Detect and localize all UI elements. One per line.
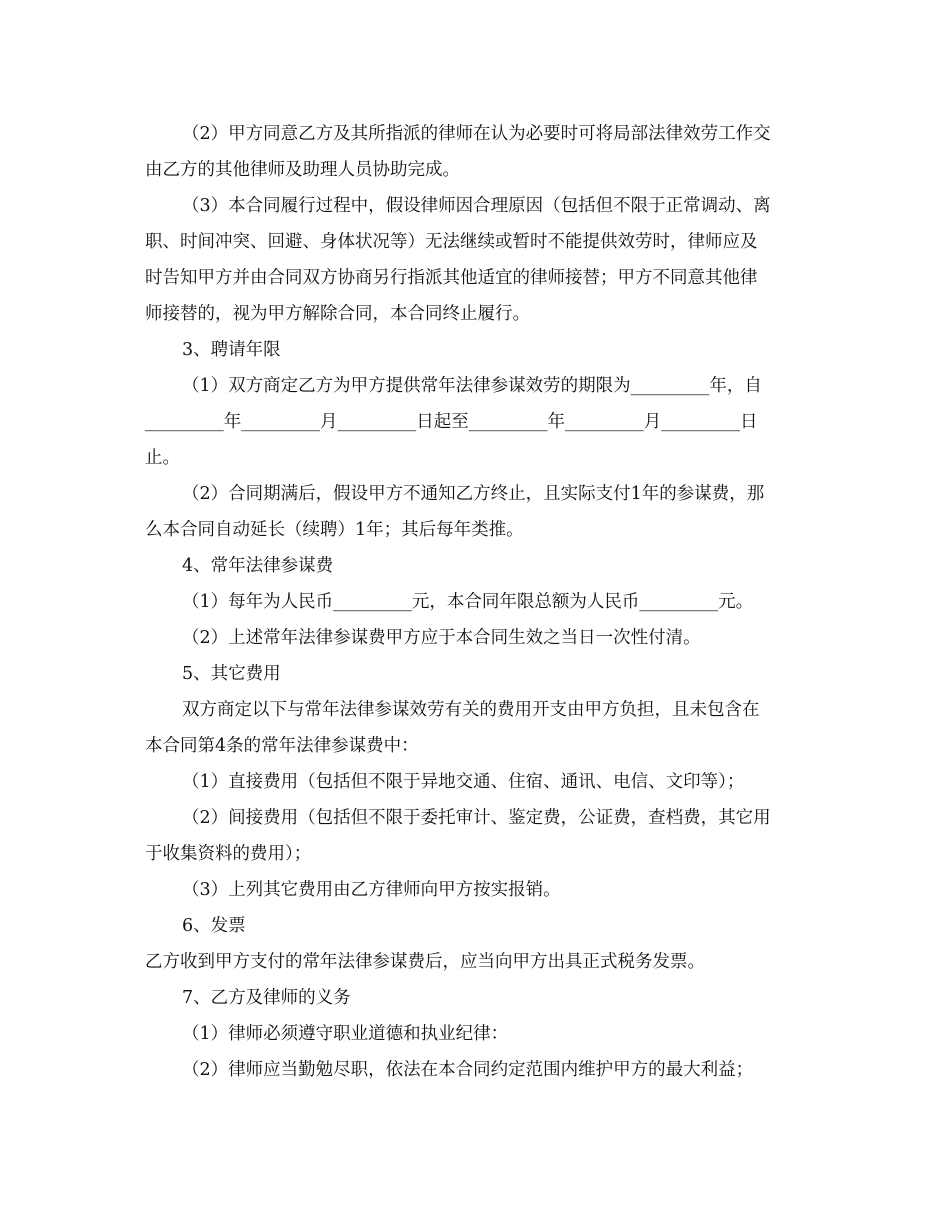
section-heading-6 xyxy=(145,908,810,944)
text-line: 师接替的，视为甲方解除合同，本合同终止履行。 xyxy=(145,304,530,324)
text-line: 5、其它费用 xyxy=(182,664,281,684)
text-line: 于收集资料的费用）； xyxy=(145,844,312,864)
text-line: 由乙方的其他律师及助理人员协助完成。 xyxy=(145,160,460,180)
text-line: 本合同第4条的常年法律参谋费中： xyxy=(145,736,419,756)
section-heading-5 xyxy=(145,656,810,692)
text-line: 乙方收到甲方支付的常年法律参谋费后，应当向甲方出具正式税务发票。 xyxy=(145,952,705,972)
text-line: （2）甲方同意乙方及其所指派的律师在认为必要时可将局部法律效劳工作交 xyxy=(182,124,771,144)
text-line: （2）间接费用（包括但不限于委托审计、鉴定费，公证费，查档费，其它用 xyxy=(182,808,771,828)
paragraph-clause-4-2 xyxy=(145,620,810,656)
text-line: 么本合同自动延长（续聘）1年；其后每年类推。 xyxy=(145,520,524,540)
paragraph-clause-5-1 xyxy=(145,764,810,800)
paragraph-clause-5-2 xyxy=(145,800,810,872)
section-heading-4 xyxy=(145,548,810,584)
paragraph-clause-2-3 xyxy=(145,188,810,332)
text-line: _________年_________月_________日起至_________年_________月_________日 xyxy=(145,412,758,432)
paragraph-clause-5-3 xyxy=(145,872,810,908)
text-line: （3）上列其它费用由乙方律师向甲方按实报销。 xyxy=(182,880,561,900)
text-line: （2）上述常年法律参谋费甲方应于本合同生效之当日一次性付清。 xyxy=(182,628,701,648)
text-line: 4、常年法律参谋费 xyxy=(182,556,334,576)
paragraph-section-5-intro xyxy=(145,692,810,764)
text-line: （3）本合同履行过程中，假设律师因合理原因（包括但不限于正常调动、离 xyxy=(182,196,771,216)
section-heading-3 xyxy=(145,332,810,368)
paragraph-section-6 xyxy=(145,944,810,980)
paragraph-clause-2-2 xyxy=(145,116,810,188)
text-line: （2）律师应当勤勉尽职，依法在本合同约定范围内维护甲方的最大利益； xyxy=(182,1060,754,1080)
section-heading-7 xyxy=(145,980,810,1016)
paragraph-clause-4-1 xyxy=(145,584,810,620)
text-line: （1）双方商定乙方为甲方提供常年法律参谋效劳的期限为_________年，自 xyxy=(182,376,762,396)
text-line: （1）每年为人民币_________元，本合同年限总额为人民币_________元。 xyxy=(182,592,754,612)
paragraph-clause-3-1 xyxy=(145,368,810,476)
text-line: 6、发票 xyxy=(182,916,246,936)
text-line: 时告知甲方并由合同双方协商另行指派其他适宜的律师接替；甲方不同意其他律 xyxy=(145,268,758,288)
text-line: （2）合同期满后，假设甲方不通知乙方终止，且实际支付1年的参谋费，那 xyxy=(182,484,765,504)
paragraph-clause-7-1 xyxy=(145,1016,810,1052)
paragraph-clause-3-2 xyxy=(145,476,810,548)
text-line: 3、聘请年限 xyxy=(182,340,281,360)
text-line: 职、时间冲突、回避、身体状况等）无法继续或暂时不能提供效劳时，律师应及 xyxy=(145,232,758,252)
text-line: （1）律师必须遵守职业道德和执业纪律： xyxy=(182,1024,509,1044)
text-line: （1）直接费用（包括但不限于异地交通、住宿、通讯、电信、文印等）； xyxy=(182,772,745,792)
document-body xyxy=(145,116,810,1088)
text-line: 双方商定以下与常年法律参谋效劳有关的费用开支由甲方负担，且未包含在 xyxy=(182,700,760,720)
text-line: 止。 xyxy=(145,448,180,468)
paragraph-clause-7-2 xyxy=(145,1052,810,1088)
text-line: 7、乙方及律师的义务 xyxy=(182,988,351,1008)
